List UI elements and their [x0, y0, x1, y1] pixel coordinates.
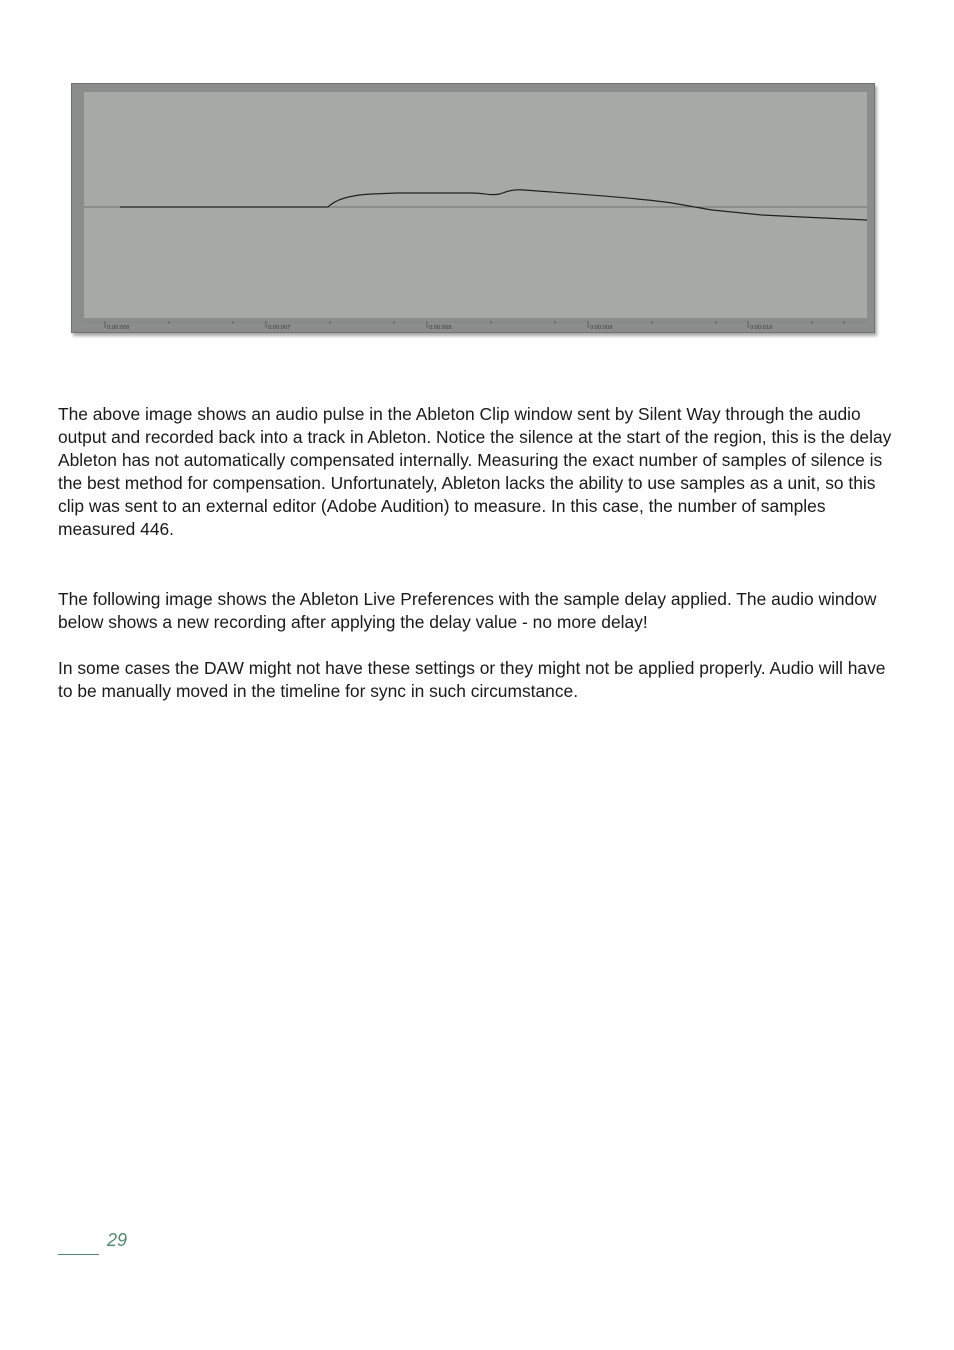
- timeline-label: 0:00:008: [429, 325, 452, 331]
- body-paragraph-manual-sync: In some cases the DAW might not have these settings or they might not be applied properly. Audio will have to be manually moved in the timeline for sync in such circumstance.: [58, 658, 886, 701]
- body-paragraph-pulse-explanation: The above image shows an audio pulse in the Ableton Clip window sent by Silent Way through the audio output and recorded back into a track in Ableton. Notice the silence at the start of the region, this is the delay Ableton has not automatically compensated internally. Measuring the exact number of samples of silence is the best method for compensation. Unfortunately, Ableton lacks the ability to use samples as a unit, so this clip was sent to an external editor (Adobe Audition) to measure. In this case, the number of samples measured 446.: [58, 404, 892, 539]
- timeline-label: 0:00:007: [268, 325, 291, 331]
- timeline-label: 0:00:009: [590, 325, 613, 331]
- body-paragraph-preferences: The following image shows the Ableton Live Preferences with the sample delay applied. The audio window below shows a new recording after applying the delay value - no more delay!: [58, 589, 877, 632]
- footer-rule: [58, 1254, 99, 1255]
- waveform-pulse: [120, 190, 867, 220]
- timeline-label: 0:00:000: [107, 325, 130, 331]
- audio-clip-waveform-image: [71, 83, 875, 333]
- page-number: 29: [107, 1230, 128, 1250]
- timeline-label: 0:00:010: [750, 325, 773, 331]
- waveform-svg: [72, 84, 876, 334]
